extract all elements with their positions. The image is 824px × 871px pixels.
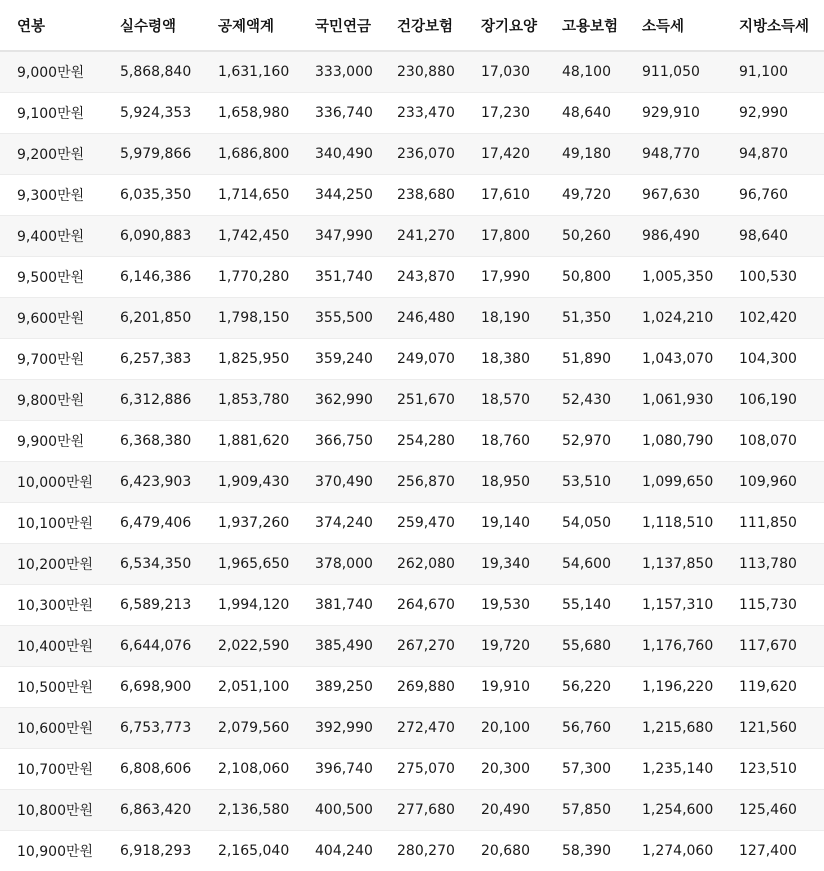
- table-row: [0, 503, 824, 544]
- cell-local-income-tax: 104,300: [739, 339, 824, 380]
- cell-income-tax: 986,490: [642, 216, 739, 257]
- cell-net-pay: 6,589,213: [120, 585, 218, 626]
- cell-income-tax: 967,630: [642, 175, 739, 216]
- cell-health-insurance: 277,680: [397, 790, 481, 831]
- cell-annual-salary: 10,300만원: [0, 585, 120, 626]
- header-annual-salary: 연봉: [0, 0, 120, 51]
- cell-income-tax: 929,910: [642, 93, 739, 134]
- cell-net-pay: 6,201,850: [120, 298, 218, 339]
- cell-national-pension: 355,500: [315, 298, 397, 339]
- table-row: [0, 134, 824, 175]
- cell-national-pension: 351,740: [315, 257, 397, 298]
- cell-net-pay: 6,808,606: [120, 749, 218, 790]
- cell-annual-salary: 10,500만원: [0, 667, 120, 708]
- cell-total-deduction: 1,770,280: [218, 257, 315, 298]
- cell-local-income-tax: 113,780: [739, 544, 824, 585]
- cell-income-tax: 1,080,790: [642, 421, 739, 462]
- cell-national-pension: 333,000: [315, 51, 397, 93]
- header-long-term-care: 장기요양: [481, 0, 562, 51]
- cell-local-income-tax: 91,100: [739, 51, 824, 93]
- cell-local-income-tax: 115,730: [739, 585, 824, 626]
- cell-income-tax: 1,005,350: [642, 257, 739, 298]
- cell-employment-insurance: 54,600: [562, 544, 642, 585]
- cell-health-insurance: 256,870: [397, 462, 481, 503]
- cell-annual-salary: 9,600만원: [0, 298, 120, 339]
- cell-local-income-tax: 108,070: [739, 421, 824, 462]
- cell-health-insurance: 238,680: [397, 175, 481, 216]
- cell-local-income-tax: 102,420: [739, 298, 824, 339]
- cell-net-pay: 6,479,406: [120, 503, 218, 544]
- cell-long-term-care: 17,230: [481, 93, 562, 134]
- cell-long-term-care: 18,950: [481, 462, 562, 503]
- header-net-pay: 실수령액: [120, 0, 218, 51]
- cell-employment-insurance: 55,140: [562, 585, 642, 626]
- cell-employment-insurance: 51,350: [562, 298, 642, 339]
- cell-total-deduction: 1,825,950: [218, 339, 315, 380]
- cell-annual-salary: 10,100만원: [0, 503, 120, 544]
- cell-long-term-care: 17,610: [481, 175, 562, 216]
- cell-total-deduction: 1,686,800: [218, 134, 315, 175]
- cell-net-pay: 6,423,903: [120, 462, 218, 503]
- cell-annual-salary: 10,900만원: [0, 831, 120, 871]
- cell-long-term-care: 19,910: [481, 667, 562, 708]
- cell-annual-salary: 10,700만원: [0, 749, 120, 790]
- cell-long-term-care: 18,760: [481, 421, 562, 462]
- cell-employment-insurance: 53,510: [562, 462, 642, 503]
- cell-annual-salary: 9,400만원: [0, 216, 120, 257]
- cell-national-pension: 385,490: [315, 626, 397, 667]
- cell-national-pension: 340,490: [315, 134, 397, 175]
- cell-net-pay: 5,979,866: [120, 134, 218, 175]
- cell-total-deduction: 1,714,650: [218, 175, 315, 216]
- cell-employment-insurance: 49,720: [562, 175, 642, 216]
- cell-health-insurance: 246,480: [397, 298, 481, 339]
- cell-annual-salary: 9,800만원: [0, 380, 120, 421]
- cell-annual-salary: 9,500만원: [0, 257, 120, 298]
- cell-employment-insurance: 50,260: [562, 216, 642, 257]
- cell-total-deduction: 2,165,040: [218, 831, 315, 871]
- cell-local-income-tax: 109,960: [739, 462, 824, 503]
- table-row: [0, 749, 824, 790]
- cell-local-income-tax: 111,850: [739, 503, 824, 544]
- table-row: [0, 257, 824, 298]
- cell-national-pension: 389,250: [315, 667, 397, 708]
- cell-annual-salary: 9,700만원: [0, 339, 120, 380]
- table-row: [0, 790, 824, 831]
- cell-net-pay: 5,868,840: [120, 51, 218, 93]
- cell-national-pension: 404,240: [315, 831, 397, 871]
- cell-health-insurance: 267,270: [397, 626, 481, 667]
- cell-long-term-care: 19,140: [481, 503, 562, 544]
- cell-income-tax: 1,157,310: [642, 585, 739, 626]
- cell-income-tax: 948,770: [642, 134, 739, 175]
- cell-long-term-care: 20,490: [481, 790, 562, 831]
- cell-net-pay: 6,753,773: [120, 708, 218, 749]
- cell-employment-insurance: 54,050: [562, 503, 642, 544]
- cell-employment-insurance: 56,760: [562, 708, 642, 749]
- cell-long-term-care: 17,420: [481, 134, 562, 175]
- cell-net-pay: 6,090,883: [120, 216, 218, 257]
- cell-annual-salary: 9,300만원: [0, 175, 120, 216]
- cell-total-deduction: 2,022,590: [218, 626, 315, 667]
- cell-total-deduction: 1,658,980: [218, 93, 315, 134]
- cell-total-deduction: 1,853,780: [218, 380, 315, 421]
- cell-total-deduction: 1,994,120: [218, 585, 315, 626]
- cell-income-tax: 1,061,930: [642, 380, 739, 421]
- table-row: [0, 380, 824, 421]
- cell-annual-salary: 10,400만원: [0, 626, 120, 667]
- table-row: [0, 339, 824, 380]
- cell-national-pension: 336,740: [315, 93, 397, 134]
- table-row: [0, 667, 824, 708]
- cell-net-pay: 6,863,420: [120, 790, 218, 831]
- cell-annual-salary: 10,600만원: [0, 708, 120, 749]
- table-row: [0, 462, 824, 503]
- cell-employment-insurance: 52,970: [562, 421, 642, 462]
- cell-employment-insurance: 48,100: [562, 51, 642, 93]
- cell-local-income-tax: 119,620: [739, 667, 824, 708]
- cell-employment-insurance: 49,180: [562, 134, 642, 175]
- cell-national-pension: 378,000: [315, 544, 397, 585]
- header-health-insurance: 건강보험: [397, 0, 481, 51]
- cell-health-insurance: 275,070: [397, 749, 481, 790]
- cell-total-deduction: 1,965,650: [218, 544, 315, 585]
- cell-income-tax: 1,137,850: [642, 544, 739, 585]
- cell-national-pension: 362,990: [315, 380, 397, 421]
- cell-employment-insurance: 56,220: [562, 667, 642, 708]
- cell-total-deduction: 2,051,100: [218, 667, 315, 708]
- cell-long-term-care: 19,340: [481, 544, 562, 585]
- cell-long-term-care: 18,190: [481, 298, 562, 339]
- cell-health-insurance: 269,880: [397, 667, 481, 708]
- cell-annual-salary: 10,800만원: [0, 790, 120, 831]
- cell-employment-insurance: 48,640: [562, 93, 642, 134]
- cell-national-pension: 366,750: [315, 421, 397, 462]
- cell-local-income-tax: 94,870: [739, 134, 824, 175]
- table-row: [0, 175, 824, 216]
- cell-health-insurance: 243,870: [397, 257, 481, 298]
- cell-local-income-tax: 100,530: [739, 257, 824, 298]
- cell-total-deduction: 1,881,620: [218, 421, 315, 462]
- cell-national-pension: 347,990: [315, 216, 397, 257]
- cell-income-tax: 1,254,600: [642, 790, 739, 831]
- cell-employment-insurance: 52,430: [562, 380, 642, 421]
- cell-local-income-tax: 127,400: [739, 831, 824, 871]
- cell-income-tax: 1,215,680: [642, 708, 739, 749]
- cell-local-income-tax: 121,560: [739, 708, 824, 749]
- cell-net-pay: 6,918,293: [120, 831, 218, 871]
- cell-employment-insurance: 57,300: [562, 749, 642, 790]
- cell-employment-insurance: 51,890: [562, 339, 642, 380]
- cell-employment-insurance: 50,800: [562, 257, 642, 298]
- cell-income-tax: 1,043,070: [642, 339, 739, 380]
- cell-health-insurance: 254,280: [397, 421, 481, 462]
- cell-total-deduction: 1,798,150: [218, 298, 315, 339]
- table-row: [0, 585, 824, 626]
- header-row: [0, 0, 824, 51]
- cell-long-term-care: 19,720: [481, 626, 562, 667]
- table-row: [0, 708, 824, 749]
- cell-national-pension: 374,240: [315, 503, 397, 544]
- table-row: [0, 216, 824, 257]
- cell-annual-salary: 9,200만원: [0, 134, 120, 175]
- cell-long-term-care: 18,570: [481, 380, 562, 421]
- cell-annual-salary: 9,000만원: [0, 51, 120, 93]
- cell-income-tax: 1,274,060: [642, 831, 739, 871]
- cell-national-pension: 370,490: [315, 462, 397, 503]
- cell-local-income-tax: 96,760: [739, 175, 824, 216]
- cell-net-pay: 6,146,386: [120, 257, 218, 298]
- cell-employment-insurance: 55,680: [562, 626, 642, 667]
- cell-health-insurance: 233,470: [397, 93, 481, 134]
- header-total-deduction: 공제액계: [218, 0, 315, 51]
- cell-long-term-care: 19,530: [481, 585, 562, 626]
- cell-local-income-tax: 123,510: [739, 749, 824, 790]
- cell-annual-salary: 9,100만원: [0, 93, 120, 134]
- cell-income-tax: 1,196,220: [642, 667, 739, 708]
- cell-income-tax: 1,024,210: [642, 298, 739, 339]
- cell-net-pay: 6,368,380: [120, 421, 218, 462]
- cell-national-pension: 359,240: [315, 339, 397, 380]
- cell-total-deduction: 2,108,060: [218, 749, 315, 790]
- table-row: [0, 544, 824, 585]
- cell-local-income-tax: 117,670: [739, 626, 824, 667]
- cell-income-tax: 1,235,140: [642, 749, 739, 790]
- cell-net-pay: 6,257,383: [120, 339, 218, 380]
- table-row: [0, 831, 824, 871]
- cell-net-pay: 6,035,350: [120, 175, 218, 216]
- cell-national-pension: 400,500: [315, 790, 397, 831]
- table-row: [0, 298, 824, 339]
- cell-local-income-tax: 125,460: [739, 790, 824, 831]
- cell-income-tax: 1,176,760: [642, 626, 739, 667]
- header-employment-insurance: 고용보험: [562, 0, 642, 51]
- cell-net-pay: 5,924,353: [120, 93, 218, 134]
- cell-health-insurance: 236,070: [397, 134, 481, 175]
- cell-total-deduction: 1,909,430: [218, 462, 315, 503]
- cell-employment-insurance: 58,390: [562, 831, 642, 871]
- cell-national-pension: 396,740: [315, 749, 397, 790]
- cell-national-pension: 344,250: [315, 175, 397, 216]
- cell-annual-salary: 9,900만원: [0, 421, 120, 462]
- cell-health-insurance: 259,470: [397, 503, 481, 544]
- cell-long-term-care: 17,990: [481, 257, 562, 298]
- header-national-pension: 국민연금: [315, 0, 397, 51]
- cell-net-pay: 6,698,900: [120, 667, 218, 708]
- cell-health-insurance: 272,470: [397, 708, 481, 749]
- header-local-income-tax: 지방소득세: [739, 0, 824, 51]
- cell-total-deduction: 2,079,560: [218, 708, 315, 749]
- cell-health-insurance: 241,270: [397, 216, 481, 257]
- cell-long-term-care: 18,380: [481, 339, 562, 380]
- table-row: [0, 626, 824, 667]
- cell-net-pay: 6,312,886: [120, 380, 218, 421]
- table-row: [0, 421, 824, 462]
- cell-national-pension: 392,990: [315, 708, 397, 749]
- cell-total-deduction: 2,136,580: [218, 790, 315, 831]
- cell-health-insurance: 230,880: [397, 51, 481, 93]
- cell-total-deduction: 1,631,160: [218, 51, 315, 93]
- cell-national-pension: 381,740: [315, 585, 397, 626]
- cell-health-insurance: 251,670: [397, 380, 481, 421]
- cell-income-tax: 1,118,510: [642, 503, 739, 544]
- cell-total-deduction: 1,742,450: [218, 216, 315, 257]
- cell-local-income-tax: 92,990: [739, 93, 824, 134]
- cell-net-pay: 6,534,350: [120, 544, 218, 585]
- table-body: [0, 51, 824, 871]
- cell-income-tax: 1,099,650: [642, 462, 739, 503]
- cell-health-insurance: 280,270: [397, 831, 481, 871]
- table-header: [0, 0, 824, 51]
- cell-net-pay: 6,644,076: [120, 626, 218, 667]
- cell-total-deduction: 1,937,260: [218, 503, 315, 544]
- cell-long-term-care: 17,800: [481, 216, 562, 257]
- cell-health-insurance: 249,070: [397, 339, 481, 380]
- header-income-tax: 소득세: [642, 0, 739, 51]
- cell-annual-salary: 10,200만원: [0, 544, 120, 585]
- cell-long-term-care: 20,300: [481, 749, 562, 790]
- cell-health-insurance: 262,080: [397, 544, 481, 585]
- cell-employment-insurance: 57,850: [562, 790, 642, 831]
- cell-long-term-care: 20,680: [481, 831, 562, 871]
- cell-local-income-tax: 106,190: [739, 380, 824, 421]
- cell-local-income-tax: 98,640: [739, 216, 824, 257]
- table-row: [0, 93, 824, 134]
- cell-long-term-care: 17,030: [481, 51, 562, 93]
- cell-long-term-care: 20,100: [481, 708, 562, 749]
- table-row: [0, 51, 824, 93]
- cell-health-insurance: 264,670: [397, 585, 481, 626]
- cell-income-tax: 911,050: [642, 51, 739, 93]
- cell-annual-salary: 10,000만원: [0, 462, 120, 503]
